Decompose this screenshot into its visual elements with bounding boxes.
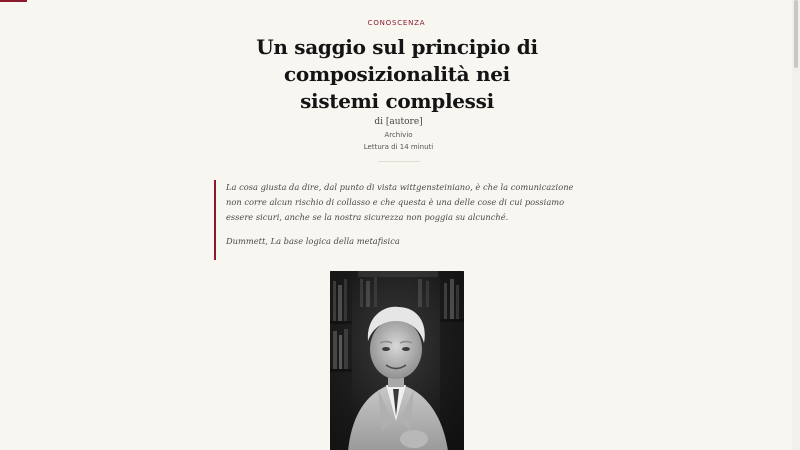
article-title: Un saggio sul principio di composizionalità nei sistemi complessi — [256, 35, 538, 113]
page-scrollbar[interactable] — [792, 0, 800, 450]
header-divider — [378, 161, 420, 162]
reading-progress-bar — [0, 0, 27, 2]
scrollbar-thumb[interactable] — [794, 0, 798, 68]
portrait-photo-icon — [330, 271, 464, 450]
reading-time: Lettura di 14 minuti — [363, 143, 434, 151]
epigraph-attribution: Dummett, La base logica della metafisica — [226, 236, 400, 246]
epigraph-quote: La cosa giusta da dire, dal punto di vista wittgensteiniano, è che la comunicazione non corre alcun rischio di collasso e che questa è una delle cose di cui possiamo essere sicuri, anche se la nostra sicurezza non poggia su alcunché. — [226, 182, 574, 222]
article-category[interactable]: CONOSCENZA — [367, 19, 426, 27]
author-portrait-photo — [330, 271, 464, 450]
article-archive-link[interactable]: Archivio — [384, 131, 413, 139]
epigraph-blockquote — [214, 180, 579, 260]
article-byline[interactable]: di [autore] — [374, 117, 423, 127]
